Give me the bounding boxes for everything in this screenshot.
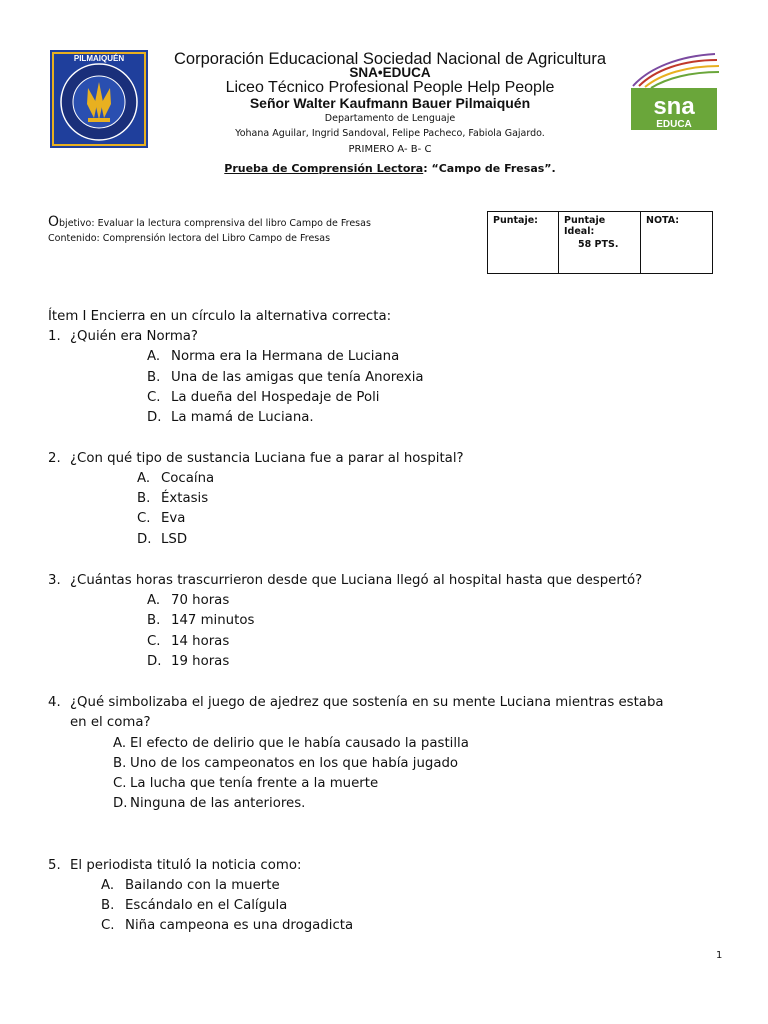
option-letter: B.: [147, 613, 161, 628]
q4-option-b[interactable]: [113, 756, 458, 771]
option-letter: B.: [147, 370, 161, 385]
q1-option-b[interactable]: [147, 370, 424, 385]
question-number: 1.: [48, 329, 61, 344]
question-text: ¿Qué simbolizaba el juego de ajedrez que sostenía en su mente Luciana mientras estaba: [70, 695, 664, 710]
q1-option-a[interactable]: [147, 349, 399, 364]
question-5: [48, 858, 301, 873]
sna-educa-logo: [629, 50, 721, 132]
option-text: 14 horas: [171, 634, 230, 649]
item-heading: Ítem I Encierra en un círculo la alternativa correcta:: [48, 309, 392, 324]
option-text: Eva: [161, 511, 186, 526]
logo-educa-text: EDUCA: [656, 119, 692, 130]
option-text: Bailando con la muerte: [125, 878, 280, 893]
option-text: 19 horas: [171, 654, 230, 669]
test-label: Prueba de Comprensión Lectora: [224, 162, 424, 175]
question-3: [48, 573, 642, 588]
option-text: La dueña del Hospedaje de Poli: [171, 390, 380, 405]
campus-name: Señor Walter Kaufmann Bauer Pilmaiquén: [249, 95, 531, 111]
option-letter: C.: [113, 776, 127, 791]
question-1: [48, 329, 198, 344]
q3-option-a[interactable]: [147, 593, 229, 608]
grade-cell: NOTA:: [640, 212, 712, 273]
logo-sna-text: sna: [653, 93, 695, 120]
q2-option-c[interactable]: [137, 511, 185, 526]
objective-text: bjetivo: Evaluar la lectura comprensiva del libro Campo de Fresas: [59, 218, 371, 229]
option-text: Escándalo en el Calígula: [125, 898, 288, 913]
option-letter: C.: [147, 390, 161, 405]
option-letter: D.: [137, 532, 152, 547]
objective-initial: O: [48, 214, 60, 230]
test-book-title: : “Campo de Fresas”.: [423, 162, 556, 175]
ideal-score-points: 58 PTS.: [578, 239, 619, 250]
department: Departamento de Lenguaje: [324, 113, 456, 124]
q2-option-d[interactable]: [137, 532, 187, 547]
option-letter: D.: [147, 654, 162, 669]
q5-option-c[interactable]: [101, 918, 353, 933]
crest-text: PILMAIQUÉN: [73, 54, 125, 63]
option-text: LSD: [161, 532, 188, 547]
q1-option-d[interactable]: [147, 410, 314, 425]
option-text: La mamá de Luciana.: [171, 410, 314, 425]
q2-option-a[interactable]: [137, 471, 214, 486]
q1-option-c[interactable]: [147, 390, 379, 405]
school-crest-logo: [50, 50, 148, 148]
course: PRIMERO A- B- C: [348, 144, 432, 155]
option-text: Uno de los campeonatos en los que había jugado: [130, 756, 459, 771]
option-text: La lucha que tenía frente a la muerte: [130, 776, 379, 791]
question-4: [48, 695, 664, 710]
option-letter: A.: [137, 471, 151, 486]
question-text: ¿Con qué tipo de sustancia Luciana fue a parar al hospital?: [70, 451, 464, 466]
option-text: Norma era la Hermana de Luciana: [171, 349, 400, 364]
option-text: 147 minutos: [171, 613, 255, 628]
option-text: Éxtasis: [161, 491, 209, 506]
institution-line: Corporación Educacional Sociedad Nacional de Agricultura: [173, 50, 606, 68]
q2-option-b[interactable]: [137, 491, 208, 506]
question-number: 4.: [48, 695, 61, 710]
option-letter: B.: [101, 898, 115, 913]
ideal-score-label-2: Ideal:: [564, 226, 595, 237]
question-number: 5.: [48, 858, 61, 873]
question-4-continued: en el coma?: [70, 715, 151, 730]
test-title: [150, 162, 630, 175]
q4-option-a[interactable]: [113, 736, 469, 751]
option-letter: A.: [147, 349, 161, 364]
page-number: 1: [716, 950, 723, 961]
question-number: 2.: [48, 451, 61, 466]
q3-option-b[interactable]: [147, 613, 254, 628]
option-letter: D.: [147, 410, 162, 425]
option-text: Una de las amigas que tenía Anorexia: [171, 370, 424, 385]
q3-option-d[interactable]: [147, 654, 229, 669]
q5-option-a[interactable]: [101, 878, 280, 893]
option-letter: A.: [101, 878, 115, 893]
content-line: Contenido: Comprensión lectora del Libro Campo de Fresas: [48, 233, 331, 244]
option-letter: C.: [101, 918, 115, 933]
ideal-score-cell: [558, 212, 640, 273]
option-text: Cocaína: [161, 471, 215, 486]
option-letter: B.: [137, 491, 151, 506]
option-text: El efecto de delirio que le había causado la pastilla: [130, 736, 469, 751]
option-text: Ninguna de las anteriores.: [130, 796, 306, 811]
authors: Yohana Aguilar, Ingrid Sandoval, Felipe Pacheco, Fabiola Gajardo.: [235, 128, 545, 139]
question-2: [48, 451, 464, 466]
option-text: 70 horas: [171, 593, 230, 608]
option-letter: A.: [147, 593, 161, 608]
option-letter: D.: [113, 796, 128, 811]
school-name: Liceo Técnico Profesional People Help People: [225, 79, 555, 96]
question-text: ¿Cuántas horas trascurrieron desde que Luciana llegó al hospital hasta que despertó?: [70, 573, 643, 588]
q5-option-b[interactable]: [101, 898, 287, 913]
q4-option-c[interactable]: [113, 776, 378, 791]
question-text: El periodista tituló la noticia como:: [70, 858, 302, 873]
option-text: Niña campeona es una drogadicta: [125, 918, 354, 933]
option-letter: C.: [147, 634, 161, 649]
network-name: SNA•EDUCA: [349, 65, 431, 80]
question-number: 3.: [48, 573, 61, 588]
ideal-score-label-1: Puntaje: [564, 215, 606, 226]
question-text: ¿Quién era Norma?: [70, 329, 198, 344]
q3-option-c[interactable]: [147, 634, 229, 649]
option-letter: A.: [113, 736, 127, 751]
objective-line: [48, 214, 371, 230]
option-letter: C.: [137, 511, 151, 526]
q4-option-d[interactable]: [113, 796, 305, 811]
score-cell: Puntaje:: [493, 215, 538, 226]
score-table: [487, 211, 713, 274]
option-letter: B.: [113, 756, 127, 771]
